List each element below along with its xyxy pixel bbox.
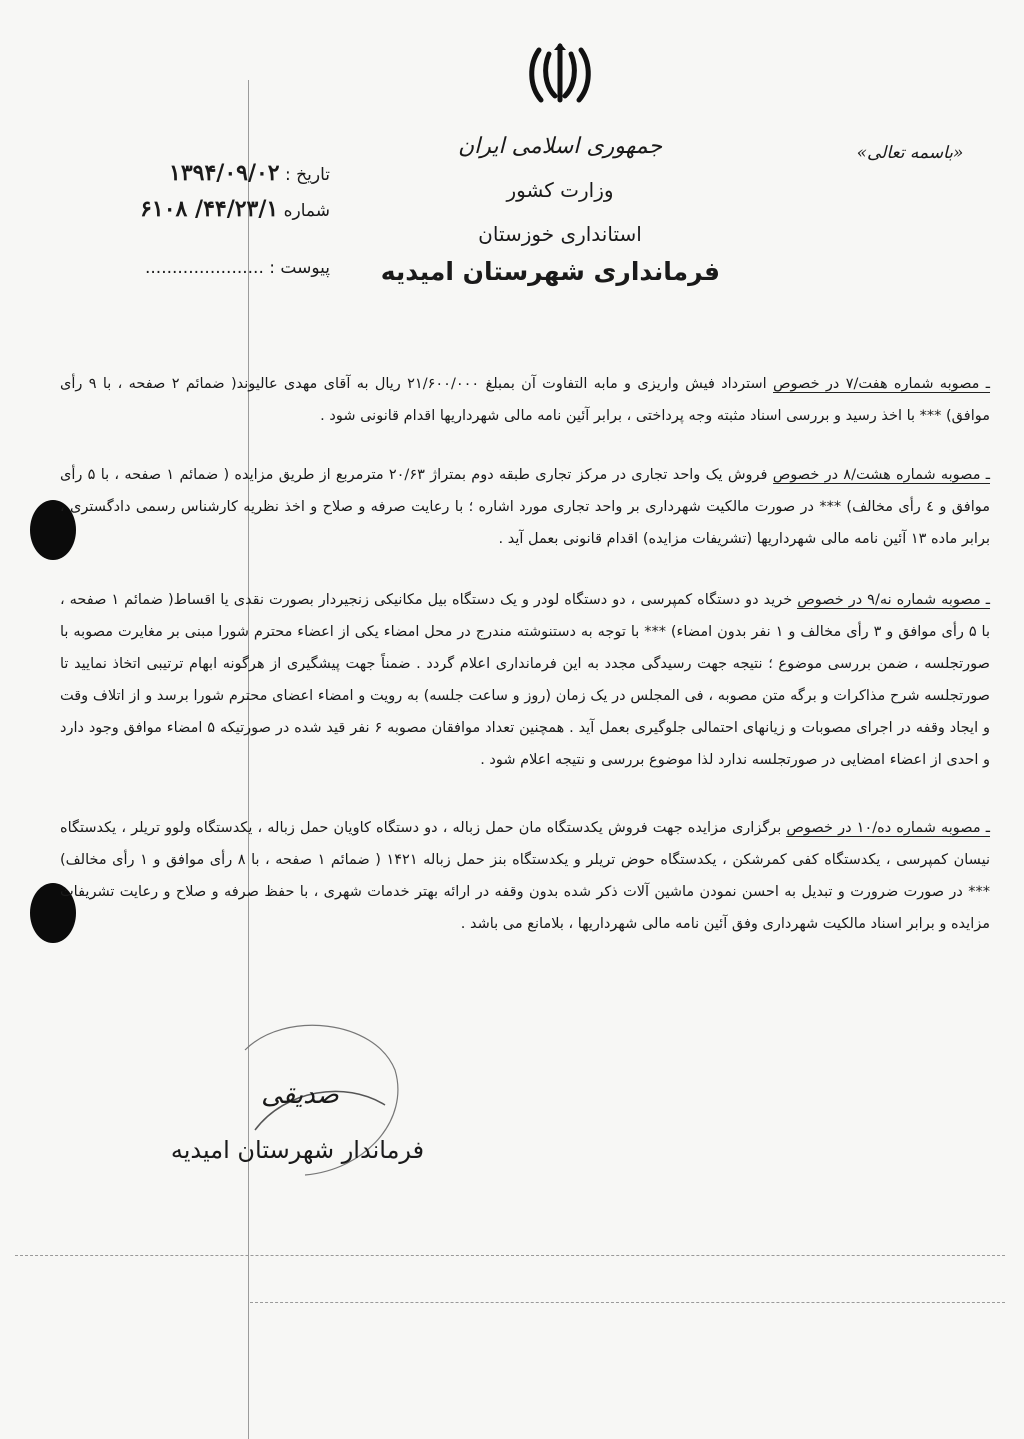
signatory-name: صدیقی: [261, 1080, 339, 1110]
attachment-value: ......................: [144, 258, 264, 278]
date-row: [115, 160, 330, 186]
footer-dashed-line-2: [250, 1302, 1005, 1303]
iran-emblem-icon: [525, 40, 595, 110]
footer-dashed-line: [15, 1255, 1005, 1256]
resolution-item: [60, 368, 990, 432]
header-ministry: وزارت کشور: [506, 178, 614, 202]
date-label: تاریخ :: [285, 165, 330, 185]
resolution-lead: ـ مصوبه شماره نه/۹ در خصوص: [797, 592, 990, 608]
header-governorate: فرمانداری شهرستان امیدیه: [380, 257, 720, 286]
signatory-title: فرماندار شهرستان امیدیه: [170, 1136, 425, 1164]
number-label: شماره: [283, 201, 330, 221]
resolution-item: [60, 459, 990, 555]
resolution-text: استرداد فیش واریزی و مابه التفاوت آن بمبلغ ۲۱/۶۰۰/۰۰۰ ریال به آقای مهدی عالیوند( ضمائم ۲ صفحه ، با ۹ رأی موافق) *** با اخذ رسید و بررسی اسناد مثبته وجه پرداختی ، برابر آئین نامه مالی شهرداریها اقدام قانونی شود .: [60, 376, 990, 424]
attachment-row: [144, 258, 330, 278]
resolution-text: فروش یک واحد تجاری در مرکز تجاری طبقه دوم بمتراژ ۲۰/۶۳ مترمربع از طریق مزایده ( ضمائم ۱ صفحه ، با ۵ رأی موافق و ٤ رأی مخالف) *** در صورت مالکیت شهرداری بر واحد تجاری مورد اشاره ؛ با رعایت صرفه و صلاح و اخذ نظریه کارشناس رسمی دادگستری ، برابر ماده ۱۳ آئین نامه مالی شهرداریها (تشریفات مزایده) اقدام قانونی بعمل آید .: [60, 467, 991, 547]
invocation-text: «باسمه تعالی»: [856, 143, 964, 163]
header-province: استانداری خوزستان: [478, 222, 642, 246]
header-republic: جمهوری اسلامی ایران: [457, 134, 663, 159]
resolution-lead: ـ مصوبه شماره هشت/۸ در خصوص: [772, 467, 991, 483]
resolution-lead: ـ مصوبه شماره ده/۱۰ در خصوص: [786, 820, 990, 836]
resolution-lead: ـ مصوبه شماره هفت/۷ در خصوص: [773, 376, 991, 392]
number-value: ۴۴/۲۳/۱/ ۶۱۰۸: [140, 196, 279, 222]
attachment-label: پیوست :: [269, 258, 330, 278]
resolution-item: [60, 812, 990, 940]
resolution-text: برگزاری مزایده جهت فروش یکدستگاه مان حمل زباله ، دو دستگاه کاویان حمل زباله ، یکدستگاه ولوو تریلر ، یکدستگاه نیسان کمپرسی ، یکدستگاه کفی کمرشکن ، یکدستگاه حوض تریلر و یکدستگاه بنز حمل زباله ۱۴۲۱ ( ضمائم ۱ صفحه ، با ۸ رأی موافق و ۱ رأی مخالف) *** در صورت ضرورت و تبدیل به احسن نمودن ماشین آلات ذکر شده بدون وقفه در ارائه بهتر خدمات شهری ، با حفظ صرفه و صلاح و رعایت تشریفات مزایده و برابر اسناد مالکیت شهرداری وفق آئین نامه مالی شهرداریها ، بلامانع می باشد .: [60, 820, 990, 932]
resolution-item: [60, 584, 990, 776]
number-row: [95, 196, 330, 222]
resolution-text: خرید دو دستگاه کمپرسی ، دو دستگاه لودر و یک دستگاه بیل مکانیکی زنجیردار بصورت نقدی یا اقساط( ضمائم ۱ صفحه ، با ۵ رأی موافق و ۳ رأی مخالف و ۱ نفر بدون امضاء) *** با توجه به دستنوشته مندرج در محل امضاء یکی از اعضاء محترم شورا مبنی بر مغایرت مصوبه با صورتجلسه ، ضمن بررسی موضوع ؛ نتیجه جهت رسیدگی مجدد به این فرمانداری اعلام گردد . ضمناً جهت پیشگیری از هرگونه ابهام ترتیبی اتخاذ نمایید تا صورتجلسه شرح مذاکرات و برگه متن مصوبه ، فی المجلس در یک زمان (روز و ساعت جلسه) به رویت و امضاء اعضای محترم شورا برسد و از اتلاف وقت و ایجاد وقفه در اجرای مصوبات و زیانهای احتمالی جلوگیری بعمل آید . همچنین تعداد موافقان مصوبه ۶ نفر قید شده در صورتیکه ۵ امضاء موافق وجود دارد و احدی از اعضاء امضایی در صورتجلسه ندارد لذا موضوع بررسی و نتیجه اعلام شود .: [60, 592, 990, 768]
date-value: ۱۳۹۴/۰۹/۰۲: [169, 160, 280, 186]
